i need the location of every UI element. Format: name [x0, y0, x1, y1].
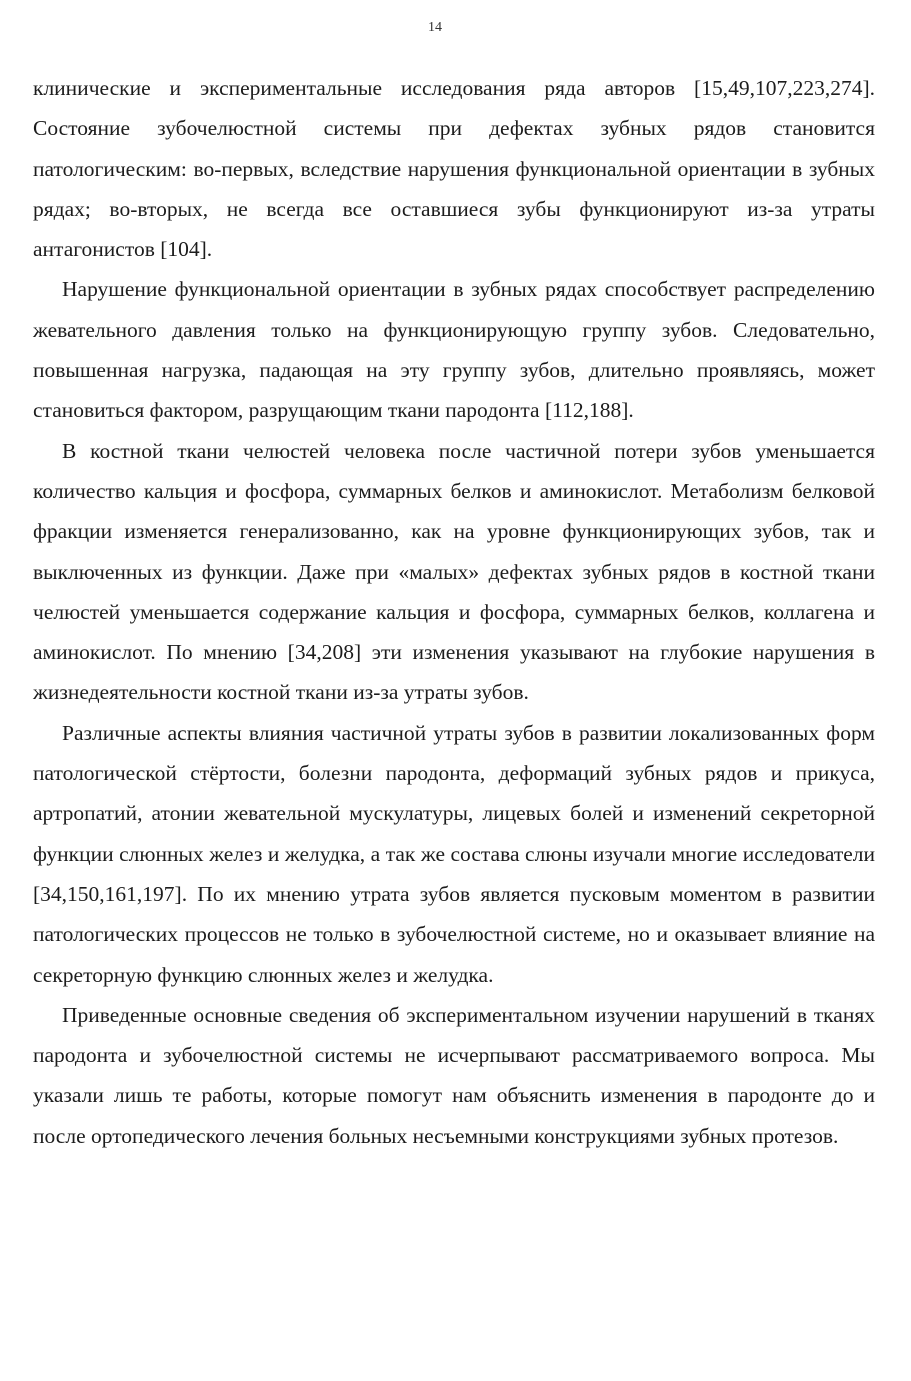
paragraph-conclusion: Приведенные основные сведения об экспериментальном изучении нарушений в тканях пародонта и зубочелюстной системы не исчерпывают рассматриваемого вопроса. Мы указали лишь те работы, которые помогут нам объяснить изменения в пародонте до и после ортопедического лечения больных несъемными конструкциями зубных протезов. [33, 1002, 875, 1148]
paragraph-functional-orientation: Нарушение функциональной ориентации в зубных рядах способствует распределению жевательного давления только на функционирующую группу зубов. Следовательно, повышенная нагрузка, падающая на эту группу зубов, длительно проявляясь, может становиться фактором, разрущающим ткани пародонта [112,188]. [33, 277, 875, 423]
page-number: 14 [428, 20, 442, 35]
paragraph-continuation: клинические и экспериментальные исследования ряда авторов [15,49,107,223,274]. Состояние зубочелюстной системы при дефектах зубных рядов становится патологическим: во-первых, вследствие нарушения функциональной ориентации в зубных рядах; во-вторых, не всегда все оставшиеся зубы функционируют из-за утраты антагонистов [104]. [33, 76, 875, 262]
paragraph-bone-tissue: В костной ткани челюстей человека после частичной потери зубов уменьшается количество кальция и фосфора, суммарных белков и аминокислот. Метаболизм белковой фракции изменяется генерализованно, как на уровне функционирующих зубов, так и выключенных из функции. Даже при «малых» дефектах зубных рядов в костной ткани челюстей уменьшается содержание кальция и фосфора, суммарных белков, коллагена и аминокислот. По мнению [34,208] эти изменения указывают на глубокие нарушения в жизнедеятельности костной ткани из-за утраты зубов. [33, 438, 875, 705]
body-text [33, 68, 875, 1156]
paragraph-tooth-loss-aspects: Различные аспекты влияния частичной утраты зубов в развитии локализованных форм патологической стёртости, болезни пародонта, деформаций зубных рядов и прикуса, артропатий, атонии жевательной мускулатуры, лицевых болей и изменений секреторной функции слюнных желез и желудка, а так же состава слюны изучали многие исследователи [34,150,161,197]. По их мнению утрата зубов является пусковым моментом в развитии патологических процессов не только в зубочелюстной системе, но и оказывает влияние на секреторную функцию слюнных желез и желудка. [33, 720, 875, 987]
